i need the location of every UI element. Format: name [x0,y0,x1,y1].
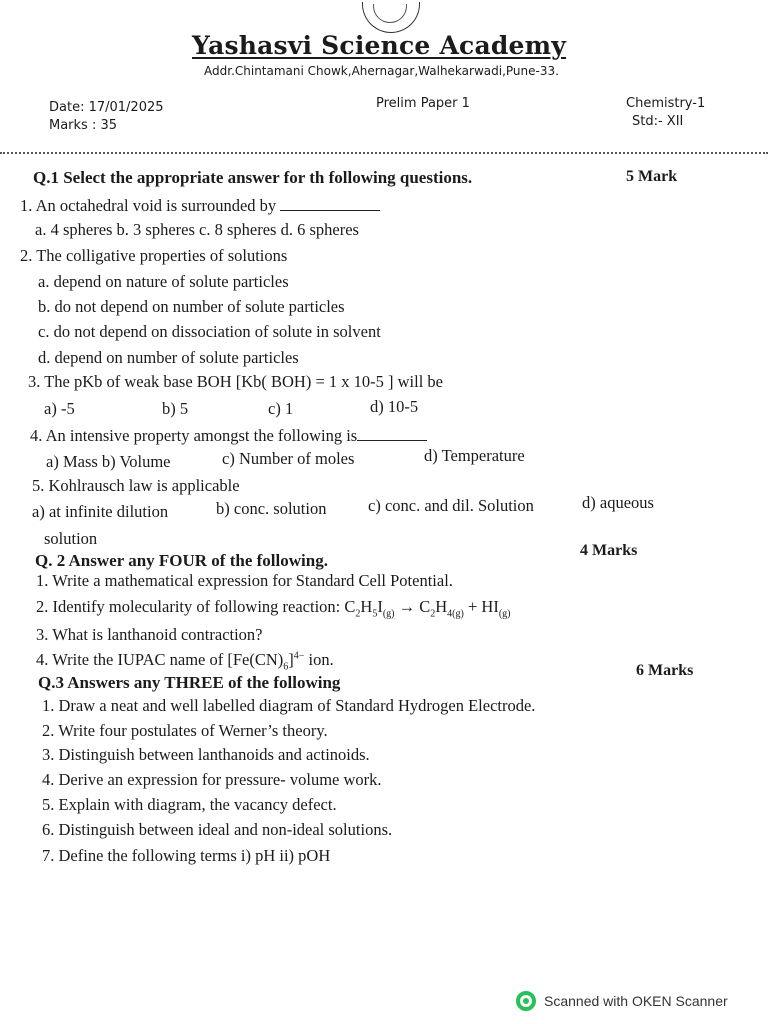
q2-item-2-text: 2. Identify molecularity of following reaction: [36,597,345,616]
q1-item-3-option-b: b) 5 [162,399,189,418]
q1-item-3-option-a: a) -5 [44,399,75,418]
q1-item-5-option-d: d) aqueous [582,493,654,512]
q1-item-5-option-a: a) at infinite dilution [32,502,169,521]
subject-name: Chemistry-1 [626,96,706,111]
q3-item-1: 1. Draw a neat and well labelled diagram of Standard Hydrogen Electrode. [42,696,536,715]
q1-item-5-option-d-cont: solution [44,529,98,548]
q1-heading: Q.1 Select the appropriate answer for th following questions. [33,168,473,187]
q1-item-2-option-c: c. do not depend on dissociation of solute in solvent [38,322,381,341]
standard-label: Std:- XII [632,114,684,129]
answer-blank [280,209,380,211]
q1-item-5: 5. Kohlrausch law is applicable [32,476,240,495]
q1-item-5-option-b: b) conc. solution [216,499,327,518]
q3-marks: 6 Marks [636,662,694,679]
q1-item-2-option-b: b. do not depend on number of solute particles [38,297,345,316]
q1-item-2-option-d: d. depend on number of solute particles [38,348,299,367]
q1-item-4-option-d: d) Temperature [424,446,525,465]
complex-formula: $[Fe(CN)_6]^{4-}$ [227,650,305,673]
q1-item-2: 2. The colligative properties of solutions [20,246,288,265]
q2-item-4-end: ion. [304,650,334,669]
academy-address: Addr.Chintamani Chowk,Ahernagar,Walhekarwadi,Pune-33. [204,64,559,78]
paper-name: Prelim Paper 1 [376,96,470,111]
q2-item-4-text: 4. Write the IUPAC name of [36,650,228,669]
q1-item-1-text: 1. An octahedral void is surrounded by [20,196,277,215]
answer-blank [357,439,427,441]
q1-item-3-option-c: c) 1 [268,399,294,418]
q1-item-1 [20,196,380,216]
q2-item-3: 3. What is lanthanoid contraction? [36,625,263,644]
academy-seal-logo [362,2,420,33]
exam-date: Date: 17/01/2025 [49,100,164,115]
reaction-equation: $C_2H_5I_{(g)} \to C_2H_{4(g)} + HI_{(g)}$ [344,597,511,620]
q1-item-3: 3. The pKb of weak base BOH [Kb( BOH) = 1 x 10-5 ] will be [28,372,444,391]
q1-item-2-option-a: a. depend on nature of solute particles [38,272,289,291]
q1-marks: 5 Mark [626,168,678,185]
q1-item-1-options: a. 4 spheres b. 3 spheres c. 8 spheres d. 6 spheres [35,220,359,239]
q2-heading: Q. 2 Answer any FOUR of the following. [35,551,328,570]
q2-marks: 4 Marks [580,542,638,559]
q1-item-4 [30,426,427,446]
q3-item-3: 3. Distinguish between lanthanoids and actinoids. [42,745,370,764]
q3-item-7: 7. Define the following terms i) pH ii) pOH [42,846,331,865]
q1-item-4-option-c: c) Number of moles [222,449,355,468]
q3-item-5: 5. Explain with diagram, the vacancy defect. [42,795,337,814]
scanner-logo-icon [516,991,536,1011]
scanner-watermark [516,989,728,1013]
header-divider [0,152,768,154]
q2-item-1: 1. Write a mathematical expression for Standard Cell Potential. [36,571,453,590]
q1-item-3-option-d: d) 10-5 [370,397,419,416]
scanner-text: Scanned with OKEN Scanner [544,993,728,1009]
q2-item-2 [36,597,510,619]
q1-item-5-option-c: c) conc. and dil. Solution [368,496,534,515]
q3-item-4: 4. Derive an expression for pressure- volume work. [42,770,382,789]
total-marks: Marks : 35 [49,118,118,133]
q1-item-4-option-ab: a) Mass b) Volume [46,452,171,471]
q2-item-4 [36,650,334,672]
q1-item-4-text: 4. An intensive property amongst the following is [30,426,358,445]
q3-heading: Q.3 Answers any THREE of the following [38,673,341,692]
academy-name: Yashasvi Science Academy [192,31,567,60]
q3-item-2: 2. Write four postulates of Werner’s theory. [42,721,328,740]
q3-item-6: 6. Distinguish between ideal and non-ideal solutions. [42,820,393,839]
